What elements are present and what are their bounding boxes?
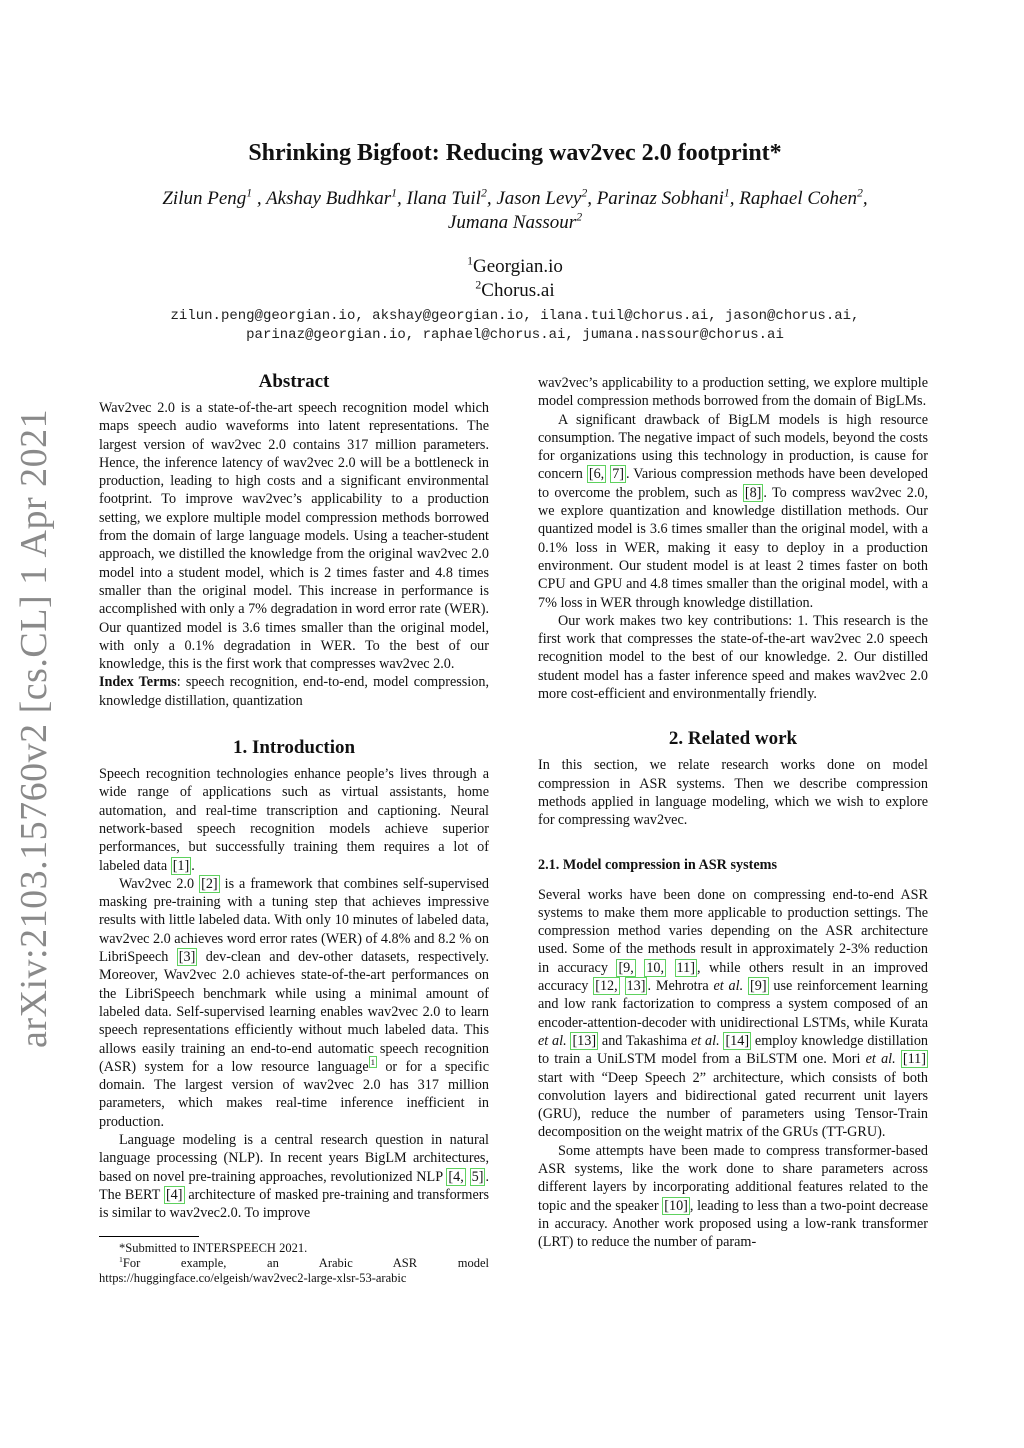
affil-mark: 2 [480,186,487,200]
citation-link[interactable]: [12, [595,978,618,995]
citation-link[interactable]: 10, [646,959,665,976]
citation-link[interactable]: 7] [612,466,625,483]
citation-link[interactable]: [4] [165,1186,183,1203]
compression-paragraph-2: Some attempts have been made to compress transformer-based ASR systems, like the work done to share parameters across different layers by incorporating additional features related to the topic and the speaker [10] , leading to less than a two-point decrease in accuracy. Another work proposed using a low-rank transformer (LRT) to reduce the number of param- [538,1142,929,1251]
intro-paragraph-4: A significant drawback of BigLM models is high resource consumption. The negative impact of such models, beyond the costs for organizations using this technology in production, is cause for concern [6, 7] . Various compression methods have been developed to overcome the problem, such as [8] . To compress wav2vec 2.0, we explore quantization and knowledge distillation methods. Our quantized model is 3.6 times smaller than the original model, with a 0.1% loss in WER, making it easy to deploy in a production environment. Our student model is at least 2 times faster on both CPU and GPU and 4.8 times smaller than the original model, with a 7% loss in WER through knowledge distillation. [538,411,929,611]
citation-link[interactable]: [11] [902,1051,927,1068]
citation-link[interactable]: 11] [676,959,695,976]
affil-mark: 2 [576,210,583,224]
citation-link[interactable]: [13] [572,1032,597,1049]
author-name: , Raphael Cohen [729,188,857,209]
citation-link[interactable]: [6, [588,466,605,483]
intro-paragraph-5: Our work makes two key contributions: 1. This research is the first work that compresses the state-of-the-art wav2vec 2.0 speech recognition model to the best of our knowledge. 2. Our distilled student model has a faster inference speed and makes wav2vec 2.0 more cost-efficient and environmentally friendly. [538,612,928,703]
citation-link[interactable]: [14] [725,1032,750,1049]
footnote-divider [99,1236,199,1237]
affiliations [100,255,930,303]
author-name: Zilun Peng [162,188,247,209]
intro-continued: wav2vec’s applicability to a production setting, we explore multiple model compression methods borrowed from the domain of BigLMs. [538,375,928,410]
citation-link[interactable]: [9] [750,978,767,995]
citation-link[interactable]: [1] [172,857,190,874]
author-name: , Jason Levy [486,188,582,209]
subsection-heading: 2.1. Model compression in ASR systems [538,856,777,873]
index-terms-text: : speech recognition, end-to-end, model compression, knowledge distillation, quantization [99,674,489,709]
paper-title: Shrinking Bigfoot: Reducing wav2vec 2.0 footprint* [248,140,782,166]
affil-mark: 1 [246,186,253,200]
related-work-intro: In this section, we relate research works done on model compression in ASR systems. Then we describe compression methods applied in language modeling, which we wish to explore for compressing wav2vec. [538,757,928,829]
affil-mark: 2 [581,186,588,200]
arxiv-identifier: arXiv:2103.15760v2 [cs.CL] 1 Apr 2021 [13,408,55,1048]
citation-link[interactable]: [3] [178,949,196,966]
citation-link[interactable]: [2] [201,875,218,892]
intro-paragraph-3: Language modeling is a central research question in natural language processing (NLP). In recent years BigLM architectures, based on novel pre-training approaches, revolutionized NLP [4, 5] . The BERT [4] architecture of masked pre-training and transformers is similar to wav2vec2.0. To improve [99,1131,490,1222]
footnote-1 [99,1256,489,1286]
author-name: , Ilana Tuil [397,188,481,209]
email-line: parinaz@georgian.io, raphael@chorus.ai, jumana.nassour@chorus.ai [246,327,784,343]
author-separator: , [862,188,868,209]
affil-mark: 1 [723,186,730,200]
intro-paragraph-2: Wav2vec 2.0 [2] is a framework that combines self-supervised masking pre-training with a tuning step that achieves impressive results with little labeled data. With only 10 minutes of labeled data, wav2vec 2.0 achieves word error rates (WER) of 4.8% and 8.2 % on LibriSpeech [3] dev-clean and dev-other datasets, respectively. Moreover, Wav2vec 2.0 achieves state-of-the-art performances on the LibriSpeech benchmark while using a minimal amount of labeled data. Self-supervised learning enables wav2vec 2.0 to learn speech representations efficiently without much labeled data. This allows easily training an end-to-end automatic speech recognition (ASR) system for a low resource language $^1$ or for a specific domain. The largest version of wav2vec 2.0 has 317 million parameters, which makes real-time inference inefficient in production. [99,875,489,1130]
affil-mark: 2 [856,186,863,200]
footnote-mark: 1 [119,1255,123,1265]
footnote-1-text: For example, an Arabic ASR model https://huggingface.co/elgeish/wav2vec2-large-xlsr-53-arabic [99,1256,489,1286]
introduction-heading: 1. Introduction [232,737,356,759]
intro-paragraph-1: Speech recognition technologies enhance people’s lives through a wide range of applications such as virtual assistants, home automation, and real-time transcription and captioning. Neural network-based speech recognition models achieve superior performances, but successfully training them requires a lot of labeled data [1] . [99,766,489,874]
related-work-heading: 2. Related work [668,728,798,750]
abstract-heading: Abstract [258,371,330,392]
footnote-link[interactable]: 1 [370,1057,376,1068]
citation-link[interactable]: [4, [448,1168,464,1185]
footnote-submission: *Submitted to INTERSPEECH 2021. [119,1241,308,1256]
author-name: Jumana Nassour [447,212,577,233]
compression-paragraph-1: Several works have been done on compressing end-to-end ASR systems to make them more applicable to production settings. The compression method varies depending on the ASR architecture used. Some of the methods result in approximately 2-3% reduction in accuracy [9, 10, 11] , while others result in an improved accuracy [12, 13] . Mehrotra et al. [9] use reinforcement learning and low rank factorization to compress a system composed of an encoder-attention-decoder with unidirectional LSTMs, while Kurata et al. [13] and Takashima et al. [14] employ knowledge distillation to train a UniLSTM model from a BiLSTM one. Mori et al. [11] start with “Deep Speech 2” architecture, which consists of both convolution layers and bidirectional gated recurrent unit layers (GRU), reduce the number of parameters using Tensor-Train decomposition on the weight matrix of the GRUs (TT-GRU). [538,886,929,1141]
citation-link[interactable]: [9, [618,959,634,976]
citation-link[interactable]: 13] [626,978,646,995]
affiliation-chorus: Chorus.ai [481,280,555,301]
affil-mark: 1 [467,254,473,268]
affil-mark: 1 [391,186,398,200]
footnotes [99,1241,489,1286]
abstract-body: Wav2vec 2.0 is a state-of-the-art speech recognition model which maps speech audio waveforms into latent representations. The largest version of wav2vec 2.0 contains 317 million parameters. Hence, the inference latency of wav2vec 2.0 will be a bottleneck in production, leading to high costs and a significant environmental footprint. To improve wav2vec’s applicability to a production setting, we explore multiple model compression methods borrowed from the domain of large language models. Using a teacher-student approach, we distilled the knowledge from the original wav2vec 2.0 model into a student model, which is 2 times faster and 4.8 times smaller than the original model. This increase in performance is accomplished with only a 7% degradation in word error rate (WER). Our quantized model is 3.6 times smaller than the original model, with only a 0.1% degradation in WER. To the best of our knowledge, this is the first work that compresses wav2vec 2.0. [99,400,489,673]
left-column [99,370,489,1286]
citation-link[interactable]: [8] [744,484,762,501]
citation-link[interactable]: [10] [664,1197,688,1214]
index-terms [99,673,489,710]
author-name: , Akshay Budhkar [256,188,392,209]
affiliation-georgian: Georgian.io [473,256,563,277]
email-line: zilun.peng@georgian.io, akshay@georgian.io, ilana.tuil@chorus.ai, jason@chorus.ai, [170,308,860,324]
citation-link[interactable]: 5] [471,1168,484,1185]
index-terms-label: Index Terms [99,674,177,691]
author-emails [100,307,930,345]
author-name: , Parinaz Sobhani [587,188,724,209]
right-column [538,374,928,1251]
affil-mark: 2 [475,278,482,292]
author-list [100,187,930,235]
